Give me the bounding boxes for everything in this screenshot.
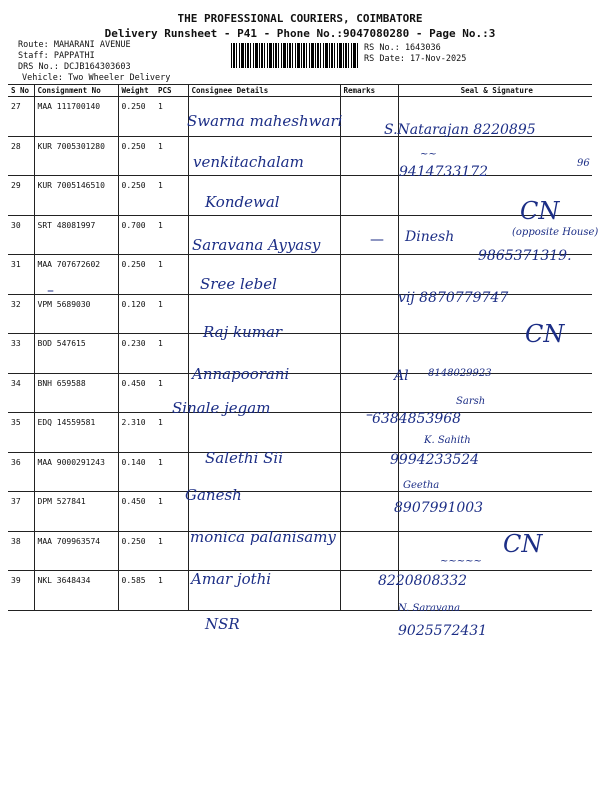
cell-weight: 2.310 bbox=[118, 413, 155, 453]
cell-consignment: MAA 707672602 bbox=[34, 255, 118, 295]
rs-number: RS No.: 1643036 bbox=[364, 43, 441, 53]
cell-remarks bbox=[340, 334, 398, 374]
signature-37-cn: CN bbox=[503, 530, 543, 558]
signature-34-phone: 6384853968 bbox=[372, 411, 462, 427]
cell-sno: 30 bbox=[8, 215, 34, 255]
cell-pcs: 1 bbox=[155, 492, 188, 532]
signature-33-phone: 8148029923 bbox=[428, 368, 492, 379]
table-row bbox=[8, 571, 592, 611]
cell-consignment: EDQ 14559581 bbox=[34, 413, 118, 453]
cell-pcs: 1 bbox=[155, 97, 188, 137]
cell-pcs: 1 bbox=[155, 294, 188, 334]
signature-35-name: K. Sahith bbox=[424, 435, 471, 446]
cell-remarks bbox=[340, 215, 398, 255]
col-header-weight: Weight bbox=[118, 85, 155, 97]
cell-consignment: VPM 5689030 bbox=[34, 294, 118, 334]
cell-remarks bbox=[340, 255, 398, 295]
runsheet-title: Delivery Runsheet - P41 - Phone No.:9047080280 - Page No.:3 bbox=[104, 27, 496, 40]
cell-sno: 27 bbox=[8, 97, 34, 137]
cell-consignment: KUR 7005146510 bbox=[34, 176, 118, 216]
remark-dash-31: – bbox=[47, 283, 54, 299]
cell-sno: 36 bbox=[8, 452, 34, 492]
signature-30-phone: 9865371319. bbox=[478, 248, 572, 264]
signature-33-scrawl: Al bbox=[394, 368, 409, 384]
signature-27: S.Natarajan 8220895 bbox=[384, 122, 536, 138]
signature-39-name: N. Saravana bbox=[398, 603, 461, 614]
staff-label: Staff: PAPPATHI bbox=[18, 51, 95, 61]
handwritten-name-33: Annapoorani bbox=[192, 365, 290, 383]
table-row bbox=[8, 176, 592, 216]
cell-remarks bbox=[340, 492, 398, 532]
cell-pcs: 1 bbox=[155, 531, 188, 571]
col-header-consignment: Consignment No bbox=[34, 85, 118, 97]
cell-signature bbox=[398, 531, 592, 571]
cell-remarks bbox=[340, 176, 398, 216]
cell-pcs: 1 bbox=[155, 571, 188, 611]
handwritten-name-36: Ganesh bbox=[185, 486, 242, 504]
cell-sno: 28 bbox=[8, 136, 34, 176]
cell-sno: 34 bbox=[8, 373, 34, 413]
handwritten-name-27: Swarna maheshwari bbox=[187, 112, 343, 130]
rs-date: RS Date: 17-Nov-2025 bbox=[364, 54, 467, 64]
cell-weight: 0.250 bbox=[118, 255, 155, 295]
cell-pcs: 1 bbox=[155, 255, 188, 295]
cell-sno: 37 bbox=[8, 492, 34, 532]
signature-30-scrawl: Dinesh bbox=[405, 229, 455, 245]
col-header-consignee: Consignee Details bbox=[188, 85, 340, 97]
cell-remarks bbox=[340, 531, 398, 571]
table-row bbox=[8, 452, 592, 492]
table-header-row bbox=[8, 85, 592, 97]
cell-signature bbox=[398, 176, 592, 216]
cell-consignment: SRT 48081997 bbox=[34, 215, 118, 255]
cell-consignment: NKL 3648434 bbox=[34, 571, 118, 611]
company-title: THE PROFESSIONAL COURIERS, COIMBATORE bbox=[177, 12, 423, 25]
cell-pcs: 1 bbox=[155, 373, 188, 413]
signature-31: vij 8870779747 bbox=[398, 290, 509, 306]
handwritten-name-38: Amar jothi bbox=[191, 570, 272, 588]
table-row bbox=[8, 373, 592, 413]
cell-weight: 0.230 bbox=[118, 334, 155, 374]
signature-36-phone: 8907991003 bbox=[394, 500, 484, 516]
cell-weight: 0.120 bbox=[118, 294, 155, 334]
handwritten-name-31: Sree lebel bbox=[200, 275, 277, 293]
signature-mark-28: ~~ bbox=[420, 149, 437, 160]
handwritten-name-35: Salethi Sii bbox=[205, 449, 284, 467]
handwritten-name-34: Sinale jegam bbox=[172, 399, 271, 417]
cell-weight: 0.585 bbox=[118, 571, 155, 611]
cell-weight: 0.250 bbox=[118, 97, 155, 137]
cell-consignment: KUR 7005301280 bbox=[34, 136, 118, 176]
cell-pcs: 1 bbox=[155, 176, 188, 216]
cell-consignment: MAA 709963574 bbox=[34, 531, 118, 571]
cell-weight: 0.700 bbox=[118, 215, 155, 255]
handwritten-name-37: monica palanisamy bbox=[190, 528, 336, 546]
cell-pcs: 1 bbox=[155, 452, 188, 492]
cell-consignment: DPM 527841 bbox=[34, 492, 118, 532]
signature-28-note: 96 bbox=[577, 158, 590, 169]
signature-36-name: Geetha bbox=[403, 480, 440, 491]
cell-consignment: MAA 9000291243 bbox=[34, 452, 118, 492]
cell-weight: 0.450 bbox=[118, 373, 155, 413]
cell-consignment: BOD 547615 bbox=[34, 334, 118, 374]
handwritten-name-39: NSR bbox=[205, 615, 240, 633]
signature-38-phone: 8220808332 bbox=[378, 573, 468, 589]
col-header-remarks: Remarks bbox=[340, 85, 398, 97]
signature-35-phone: 9994233524 bbox=[390, 452, 480, 468]
signature-28-phone: 9414733172 bbox=[399, 164, 489, 180]
col-header-pcs: PCS bbox=[155, 85, 188, 97]
cell-weight: 0.450 bbox=[118, 492, 155, 532]
cell-sno: 33 bbox=[8, 334, 34, 374]
handwritten-name-32: Raj kumar bbox=[203, 323, 283, 341]
cell-consignment: BNH 659588 bbox=[34, 373, 118, 413]
col-header-sno: S No bbox=[8, 85, 34, 97]
cell-weight: 0.250 bbox=[118, 136, 155, 176]
handwritten-name-29: Kondewal bbox=[205, 193, 280, 211]
cell-remarks bbox=[340, 136, 398, 176]
signature-30-note: (opposite House) bbox=[512, 227, 599, 238]
drs-number: DRS No.: DCJB164303603 bbox=[18, 62, 131, 72]
cell-consignment: MAA 111700140 bbox=[34, 97, 118, 137]
signature-39-phone: 9025572431 bbox=[398, 623, 488, 639]
handwritten-name-28: venkitachalam bbox=[193, 153, 304, 171]
cell-remarks bbox=[340, 294, 398, 334]
signature-38-mark: ~~~~~ bbox=[440, 556, 482, 567]
cell-pcs: 1 bbox=[155, 334, 188, 374]
cell-sno: 38 bbox=[8, 531, 34, 571]
cell-weight: 0.250 bbox=[118, 531, 155, 571]
table-row bbox=[8, 492, 592, 532]
barcode-image bbox=[231, 43, 359, 68]
cell-weight: 0.250 bbox=[118, 176, 155, 216]
cell-pcs: 1 bbox=[155, 136, 188, 176]
vehicle-label: Vehicle: Two Wheeler Delivery bbox=[22, 73, 171, 83]
cell-sno: 31 bbox=[8, 255, 34, 295]
cell-consignee bbox=[188, 413, 340, 453]
cell-pcs: 1 bbox=[155, 413, 188, 453]
signature-32-cn: CN bbox=[525, 320, 565, 348]
remark-dash-34: – bbox=[366, 407, 373, 423]
route-label: Route: MAHARANI AVENUE bbox=[18, 40, 131, 50]
cell-pcs: 1 bbox=[155, 215, 188, 255]
remark-dash-30: — bbox=[370, 232, 384, 248]
table-row bbox=[8, 334, 592, 374]
cell-sno: 39 bbox=[8, 571, 34, 611]
signature-29-cn: CN bbox=[520, 197, 560, 225]
col-header-signature: Seal & Signature bbox=[398, 85, 592, 97]
cell-weight: 0.140 bbox=[118, 452, 155, 492]
handwritten-name-30: Saravana Ayyasy bbox=[192, 236, 321, 254]
signature-34-name: Sarsh bbox=[456, 396, 486, 407]
cell-sno: 32 bbox=[8, 294, 34, 334]
table-row bbox=[8, 413, 592, 453]
cell-sno: 29 bbox=[8, 176, 34, 216]
cell-sno: 35 bbox=[8, 413, 34, 453]
